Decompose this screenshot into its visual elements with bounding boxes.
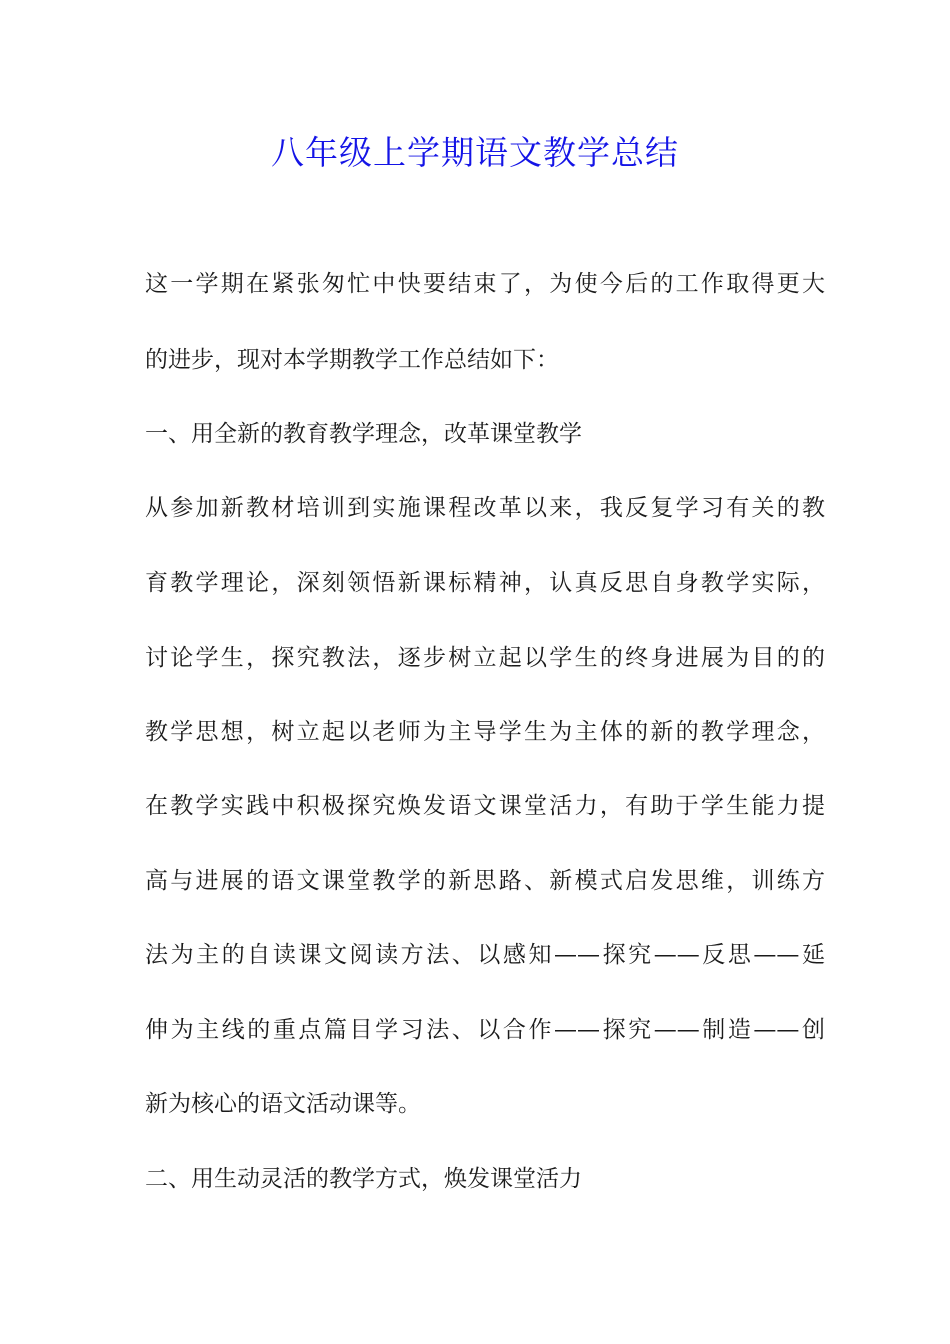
paragraph-line: 从参加新教材培训到实施课程改革以来，我反复学习有关的教: [145, 495, 825, 521]
section-heading-2: 二、用生动灵活的教学方式，焕发课堂活力: [145, 1166, 582, 1192]
paragraph-line: 新为核心的语文活动课等。: [145, 1091, 421, 1117]
paragraph-line: 法为主的自读课文阅读方法、以感知——探究——反思——延: [145, 942, 826, 968]
paragraph-line: 教学思想，树立起以老师为主导学生为主体的新的教学理念，: [145, 719, 825, 745]
section-heading-1: 一、用全新的教育教学理念，改革课堂教学: [145, 421, 582, 447]
paragraph-line: 这一学期在紧张匆忙中快要结束了，为使今后的工作取得更大: [145, 271, 825, 297]
document-title: 八年级上学期语文教学总结: [271, 133, 679, 172]
paragraph-line: 在教学实践中积极探究焕发语文课堂活力，有助于学生能力提: [145, 793, 825, 819]
paragraph-line: 讨论学生，探究教法，逐步树立起以学生的终身进展为目的的: [145, 645, 825, 671]
paragraph-line: 高与进展的语文课堂教学的新思路、新模式启发思维，训练方: [145, 868, 825, 894]
paragraph-line: 伸为主线的重点篇目学习法、以合作——探究——制造——创: [145, 1017, 826, 1043]
paragraph-line: 的进步，现对本学期教学工作总结如下：: [145, 347, 559, 373]
paragraph-line: 育教学理论，深刻领悟新课标精神，认真反思自身教学实际，: [145, 570, 825, 596]
